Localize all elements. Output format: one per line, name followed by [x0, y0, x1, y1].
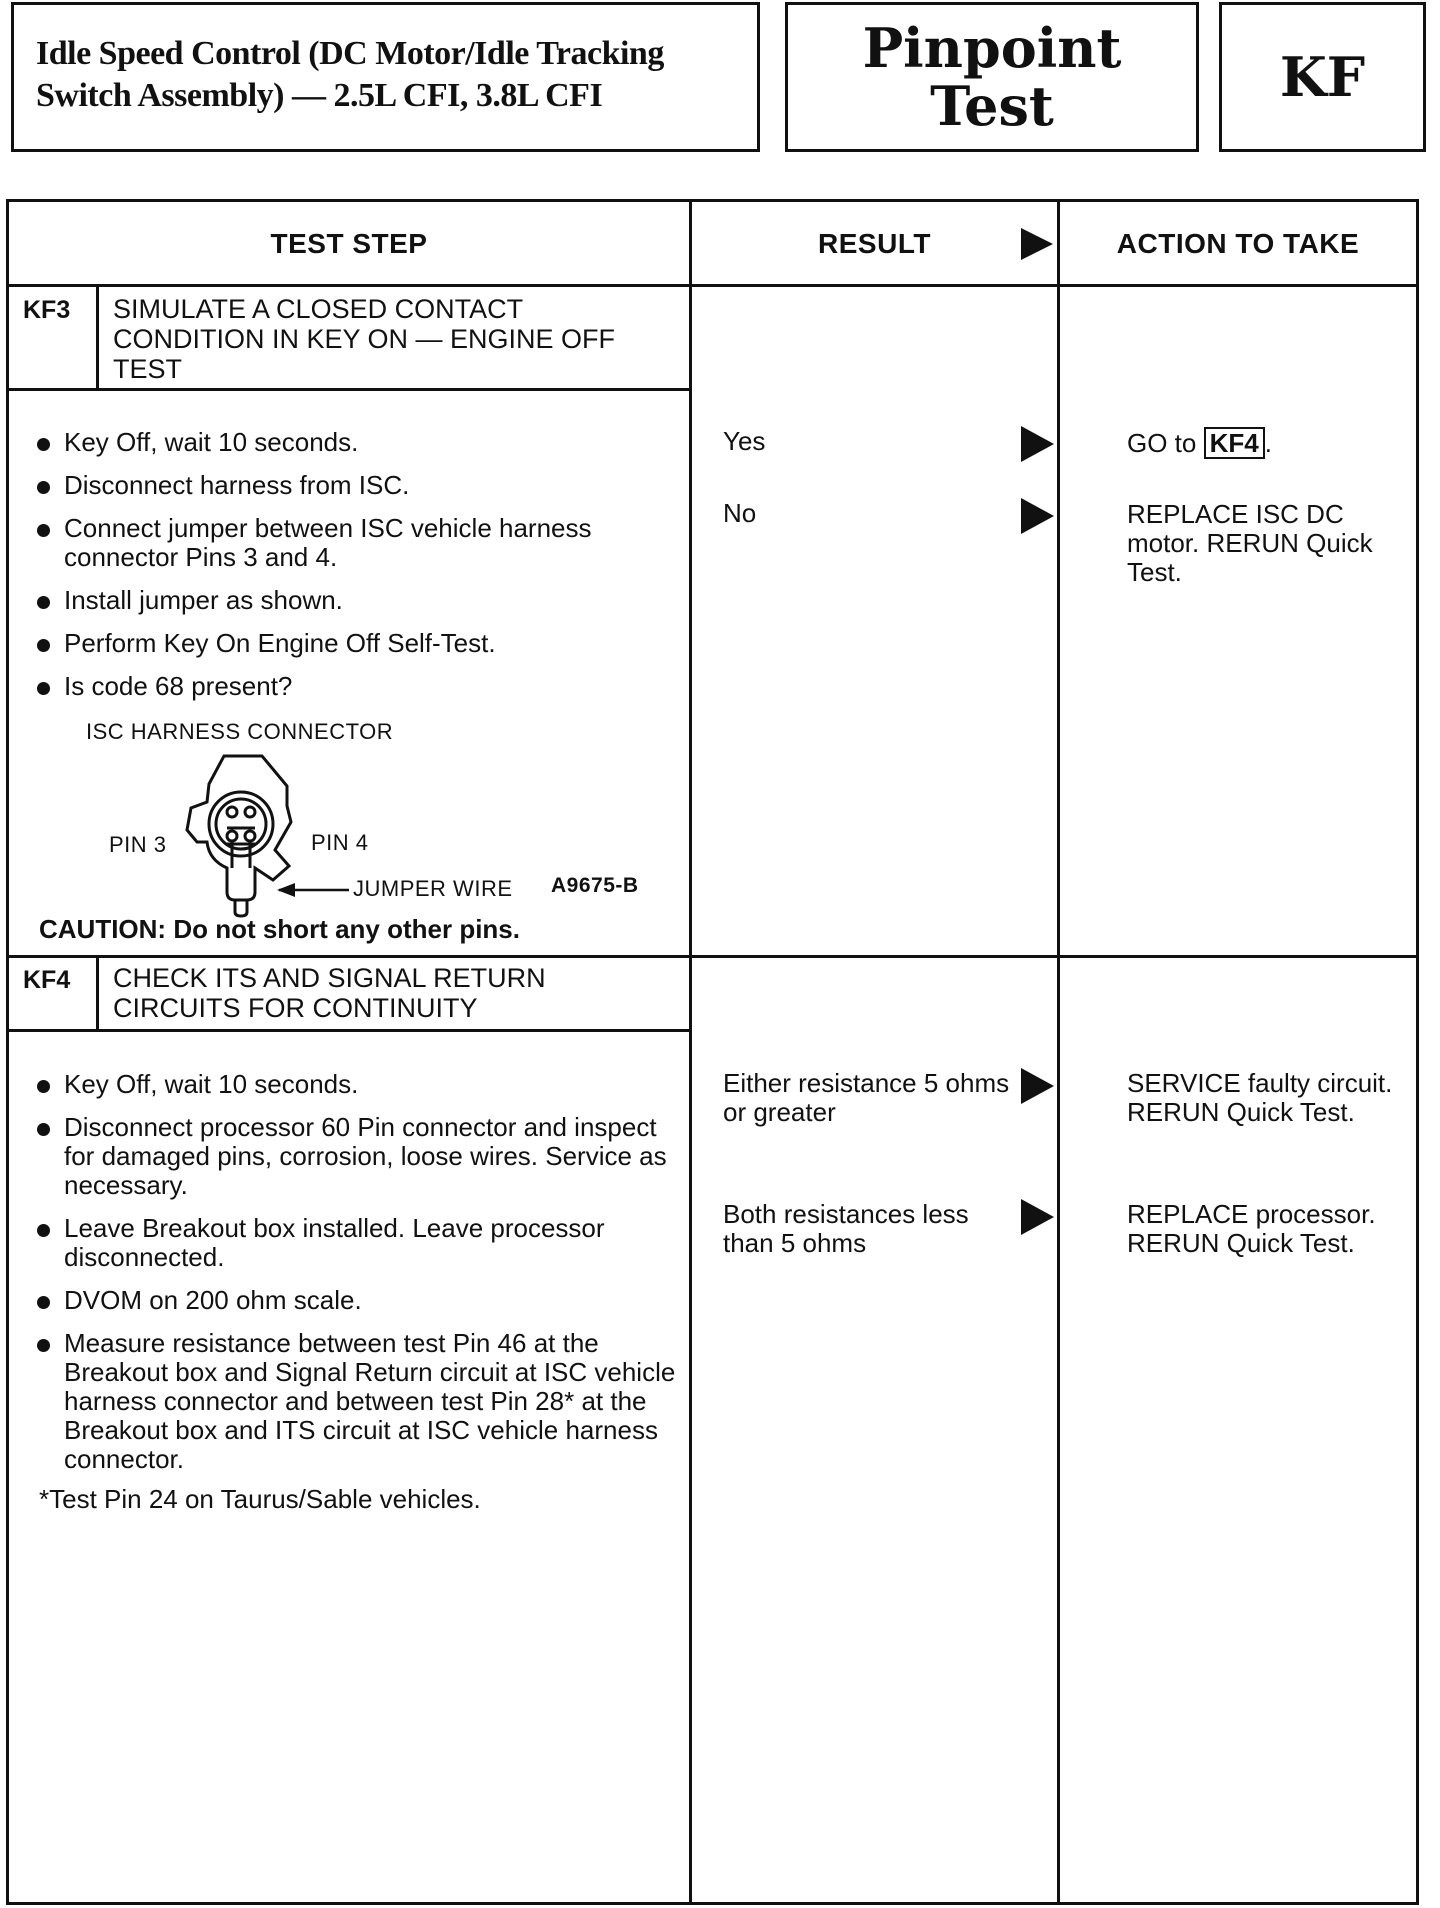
- pinpoint-table: [6, 199, 1419, 1905]
- footnote: *Test Pin 24 on Taurus/Sable vehicles.: [39, 1484, 481, 1514]
- list-item: Perform Key On Engine Off Self-Test.: [35, 629, 675, 658]
- column-header-result: RESULT: [818, 228, 931, 259]
- pin-3-label: PIN 3: [109, 832, 167, 857]
- kf3-step-list: [35, 428, 675, 701]
- step-divider: [9, 955, 1416, 958]
- action-period: .: [1264, 428, 1272, 458]
- column-header-action: ACTION TO TAKE: [1116, 228, 1360, 259]
- pinpoint-test-label: [785, 2, 1199, 152]
- step-title-divider: [9, 388, 692, 391]
- action-replace-isc: REPLACE ISC DC motor. RERUN Quick Test.: [1127, 499, 1373, 587]
- step-title: SIMULATE A CLOSED CONTACT CONDITION IN KEY ON — ENGINE OFF TEST: [113, 294, 616, 384]
- action-go-to-text: GO to: [1127, 428, 1197, 458]
- list-item: Measure resistance between test Pin 46 at the Breakout box and Signal Return circuit at ISC vehicle harness connector and between test Pin 28* at the Breakout box and ITS circuit at ISC vehicle harness connector.: [35, 1329, 685, 1474]
- result-resistance-low: Both resistances less than 5 ohms: [723, 1199, 969, 1258]
- list-item: Key Off, wait 10 seconds.: [35, 428, 675, 457]
- diagram-title: ISC HARNESS CONNECTOR: [86, 719, 394, 744]
- list-item: DVOM on 200 ohm scale.: [35, 1286, 685, 1315]
- list-item: Leave Breakout box installed. Leave processor disconnected.: [35, 1214, 685, 1272]
- jumper-arrow-icon: [275, 880, 351, 900]
- procedure-title: [11, 2, 760, 152]
- test-code-box: [1219, 2, 1426, 152]
- kf4-reference: KF4: [1204, 427, 1265, 459]
- column-divider: [1057, 202, 1060, 1902]
- caution-note: CAUTION: Do not short any other pins.: [39, 914, 520, 944]
- pinpoint-line-1: Pinpoint: [862, 16, 1122, 80]
- pinpoint-line-2: Test: [930, 74, 1054, 138]
- list-item: Disconnect harness from ISC.: [35, 471, 675, 500]
- result-yes: Yes: [723, 426, 766, 456]
- list-item: Is code 68 present?: [35, 672, 675, 701]
- step-id: KF3: [23, 296, 71, 324]
- list-item: Install jumper as shown.: [35, 586, 675, 615]
- procedure-title-text: Idle Speed Control (DC Motor/Idle Tracking Switch Assembly) — 2.5L CFI, 3.8L CFI: [36, 35, 664, 114]
- jumper-wire-label: JUMPER WIRE: [353, 876, 513, 901]
- test-code: KF: [1279, 45, 1366, 109]
- step-title: CHECK ITS AND SIGNAL RETURN CIRCUITS FOR CONTINUITY: [113, 963, 546, 1023]
- result-no: No: [723, 498, 757, 528]
- result-resistance-high: Either resistance 5 ohms or greater: [723, 1068, 1010, 1127]
- result-arrow-icon: [1021, 1199, 1054, 1235]
- header-divider: [9, 284, 1416, 287]
- step-id-divider: [96, 957, 99, 1031]
- column-header-test-step: TEST STEP: [270, 228, 428, 259]
- kf4-step-list: [35, 1070, 685, 1474]
- list-item: Disconnect processor 60 Pin connector and inspect for damaged pins, corrosion, loose wires. Service as necessary.: [35, 1113, 685, 1200]
- step-id-divider: [96, 286, 99, 390]
- pin-4-label: PIN 4: [311, 830, 369, 855]
- list-item: Connect jumper between ISC vehicle harness connector Pins 3 and 4.: [35, 514, 675, 572]
- result-arrow-icon: [1021, 1068, 1054, 1104]
- list-item: Key Off, wait 10 seconds.: [35, 1070, 685, 1099]
- result-arrow-icon: [1021, 426, 1054, 462]
- action-replace-processor: REPLACE processor. RERUN Quick Test.: [1127, 1199, 1376, 1258]
- step-id: KF4: [23, 966, 71, 994]
- column-divider: [689, 202, 692, 1902]
- action-go-to-kf4: [1127, 427, 1272, 459]
- result-arrow-icon: [1021, 498, 1054, 534]
- header-arrow-icon: [1021, 228, 1053, 260]
- figure-id: A9675-B: [551, 874, 639, 897]
- action-service-circuit: SERVICE faulty circuit. RERUN Quick Test.: [1127, 1068, 1393, 1127]
- step-title-divider: [9, 1029, 692, 1032]
